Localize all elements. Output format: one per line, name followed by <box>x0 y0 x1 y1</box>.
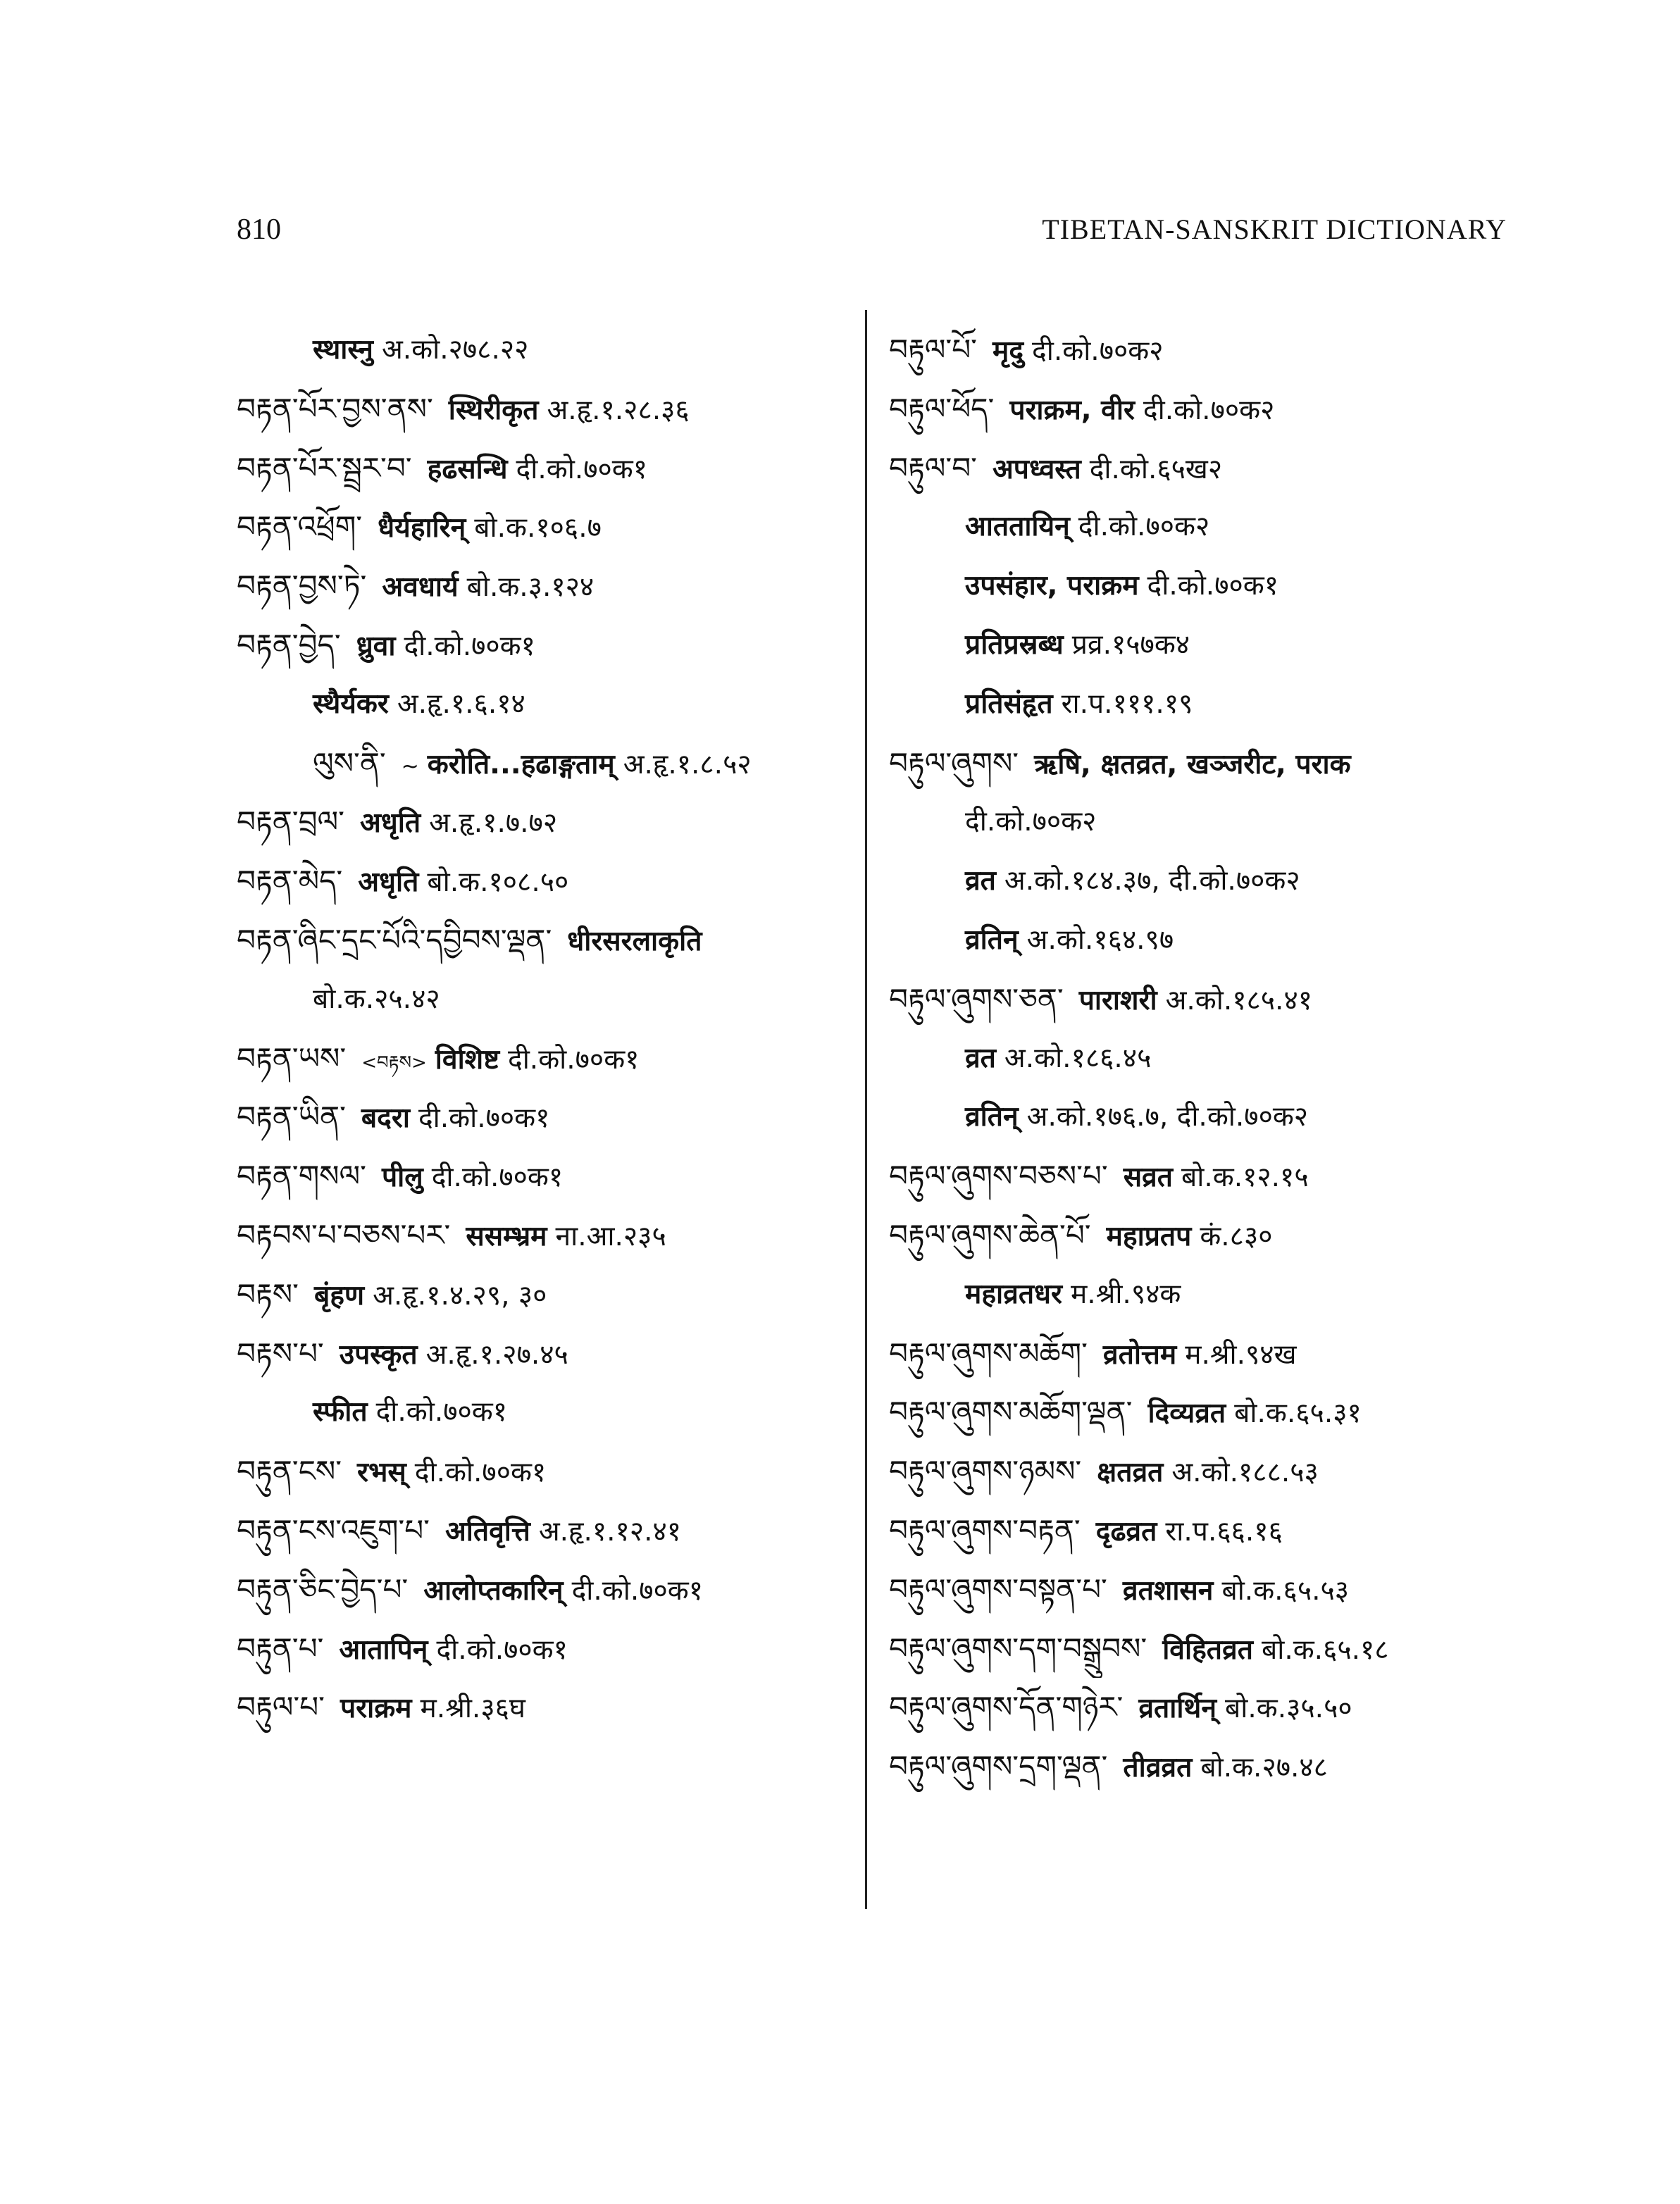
sanskrit-equivalent: व्रत <box>965 865 996 897</box>
sanskrit-equivalent: प्रतिप्रस्रब्ध <box>965 628 1064 661</box>
dictionary-entry <box>889 852 1509 911</box>
dictionary-entry <box>237 675 857 734</box>
tibetan-headword: བརྟན་གསལ་ <box>237 1159 367 1194</box>
source-reference: बो.क.१०८.५० <box>427 866 569 899</box>
source-reference: अ.हृ.१.८.५२ <box>623 748 752 780</box>
dictionary-entry <box>889 792 1509 852</box>
dictionary-entry <box>237 1501 857 1560</box>
sanskrit-equivalent: महाप्रतप <box>1106 1220 1192 1252</box>
sanskrit-equivalent: उपसंहार, पराक्रम <box>965 570 1139 602</box>
dictionary-entry <box>889 911 1509 970</box>
source-reference: रा.प.६६.१६ <box>1165 1515 1283 1548</box>
dictionary-entry <box>889 1324 1509 1383</box>
dictionary-entry <box>889 1442 1509 1501</box>
sanskrit-equivalent: स्थिरीकृत <box>448 394 539 426</box>
source-reference: बो.क.३५.५० <box>1225 1693 1352 1725</box>
dictionary-entry <box>889 1088 1509 1147</box>
sanskrit-equivalent: ऋषि, क्षतव्रत, खञ्जरीट, पराक <box>1034 748 1351 780</box>
dictionary-entry <box>237 439 857 498</box>
tibetan-headword: བརྟན་ཡིན་ <box>237 1100 346 1135</box>
dictionary-entry <box>889 616 1509 675</box>
tibetan-headword: བརྟན་པོར་སྦྲར་བ་ <box>237 450 412 485</box>
source-reference: अ.हृ.१.१२.४१ <box>538 1515 682 1548</box>
source-reference: अ.हृ.१.४.२९, ३० <box>373 1279 547 1312</box>
source-reference: अ.हृ.१.२७.४५ <box>425 1338 568 1371</box>
tibetan-headword: བརྟན་འཕྲོག་ <box>237 509 363 544</box>
dictionary-entry <box>889 1029 1509 1088</box>
dictionary-entry <box>889 1619 1509 1679</box>
tibetan-headword: བརྟན་ཡས་ <box>237 1040 347 1076</box>
dictionary-entry <box>237 1678 857 1737</box>
tibetan-headword: བརྟུལ་ཞུགས་དག་བསྒྲུབས་ <box>889 1631 1147 1666</box>
sanskrit-equivalent: व्रत <box>965 1042 996 1074</box>
sanskrit-equivalent: तीव्रव्रत <box>1123 1752 1193 1784</box>
sanskrit-equivalent: आततायिन् <box>965 511 1070 543</box>
source-reference: अ.हृ.१.२८.३६ <box>547 394 690 426</box>
dictionary-entry <box>237 1560 857 1619</box>
source-reference: म.श्री.३६घ <box>420 1693 525 1725</box>
source-reference: अ.को.१८४.३७, दी.को.७०क२ <box>1004 865 1300 897</box>
source-reference: अ.हृ.१.७.७२ <box>429 807 558 840</box>
sanskrit-equivalent: अधृति <box>358 866 419 899</box>
source-reference: बो.क.६५.५३ <box>1221 1574 1350 1607</box>
tibetan-headword: བརྟས་ <box>237 1276 299 1312</box>
variant-note: <བརྟས> <box>361 1052 427 1073</box>
sanskrit-equivalent: आतापिन् <box>339 1633 428 1666</box>
dictionary-entry <box>237 320 857 380</box>
source-reference: अ.को.१८५.४१ <box>1165 984 1313 1016</box>
tibetan-headword: བརྟུལ་ཕོད་ <box>889 391 995 426</box>
dictionary-entry <box>889 439 1509 498</box>
sanskrit-equivalent: रभस् <box>357 1457 406 1489</box>
source-reference: अ.को.१८८.५३ <box>1171 1457 1319 1489</box>
sanskrit-equivalent: पराक्रम <box>340 1693 412 1725</box>
source-reference: म.श्री.९४क <box>1070 1278 1181 1310</box>
dictionary-entry <box>237 1442 857 1501</box>
dictionary-entry <box>237 380 857 439</box>
dictionary-entry <box>237 1324 857 1383</box>
dictionary-entry <box>889 1206 1509 1265</box>
dictionary-entry <box>889 675 1509 734</box>
source-reference: दी.को.६५ख२ <box>1089 453 1223 485</box>
source-reference: दी.को.७०क१ <box>404 630 535 662</box>
sanskrit-equivalent: महाव्रतधर <box>965 1278 1062 1310</box>
dictionary-entry <box>237 1265 857 1324</box>
tibetan-headword: བརྟུལ་ཞུགས་ཅན་ <box>889 981 1064 1016</box>
dictionary-entry <box>889 1383 1509 1442</box>
sanskrit-equivalent: क्षतव्रत <box>1097 1457 1164 1489</box>
tibetan-headword: བརྟན་བྱས་ཏེ་ <box>237 568 367 604</box>
dictionary-entry <box>889 1678 1509 1737</box>
source-reference: बो.क.२५.४२ <box>313 983 440 1015</box>
sanskrit-equivalent: व्रतिन् <box>965 1101 1019 1133</box>
tibetan-headword: བརྟུལ་ཞུགས་མཆོག་ལྡན་ <box>889 1395 1133 1430</box>
dictionary-entry <box>889 970 1509 1029</box>
source-reference: अ.को.१७६.७, दी.को.७०क२ <box>1026 1101 1309 1133</box>
source-reference: प्रव्र.१५७क४ <box>1071 628 1190 661</box>
sanskrit-equivalent: व्रतार्थिन् <box>1138 1693 1217 1725</box>
tibetan-headword: བརྟུལ་ཞུགས་ཉམས་ <box>889 1454 1082 1489</box>
dictionary-entry <box>889 556 1509 616</box>
sanskrit-equivalent: ध्रुवा <box>356 630 396 662</box>
source-reference: अ.को.१८६.४५ <box>1004 1042 1152 1074</box>
source-reference: दी.को.७०क१ <box>507 1043 640 1076</box>
tibetan-headword: བརྟུལ་ཞུགས་ཆེན་པོ་ <box>889 1217 1091 1252</box>
sanskrit-equivalent: व्रतोत्तम <box>1102 1338 1177 1371</box>
tibetan-headword: བརྟུན་ཅིང་བྱེད་པ་ <box>237 1571 409 1607</box>
dictionary-entry <box>237 734 857 793</box>
source-reference: बो.क.१२.१५ <box>1181 1162 1309 1194</box>
sanskrit-equivalent: बदरा <box>361 1102 410 1135</box>
dictionary-entry <box>237 616 857 675</box>
source-reference: दी.को.७०क१ <box>418 1102 550 1135</box>
source-reference: दी.को.७०क१ <box>1147 570 1278 602</box>
page-header <box>0 213 1680 255</box>
sanskrit-equivalent: व्रतशासन <box>1122 1574 1214 1607</box>
sanskrit-equivalent: करोति...हढाङ्गताम् <box>427 748 615 780</box>
sanskrit-equivalent: स्थास्नु <box>313 334 373 366</box>
sanskrit-equivalent: ससम्भ्रम <box>466 1220 547 1252</box>
tibetan-headword: བརྟན་བྲལ་ <box>237 804 345 840</box>
dictionary-entry <box>237 1088 857 1147</box>
dictionary-entry <box>889 1501 1509 1560</box>
sanskrit-equivalent: उपस्कृत <box>339 1338 418 1371</box>
tibetan-headword: བརྟུན་ངས་འཇུག་པ་ <box>237 1512 430 1548</box>
tibetan-headword: བརྟུལ་ཞུགས་དྲག་ལྡན་ <box>889 1749 1108 1784</box>
sanskrit-equivalent: अधृति <box>360 807 421 840</box>
source-reference: दी.को.७०क२ <box>1078 511 1210 543</box>
tibetan-headword: བརྟུལ་པ་ <box>237 1690 325 1725</box>
source-reference: दी.को.७०क२ <box>1143 394 1275 426</box>
dictionary-entry <box>889 1265 1509 1324</box>
dictionary-entry <box>237 911 857 970</box>
sanskrit-equivalent: बृंहण <box>313 1279 365 1312</box>
sanskrit-equivalent: दिव्यव्रत <box>1147 1397 1226 1430</box>
tibetan-headword: བརྟས་པ་ <box>237 1336 324 1371</box>
tibetan-headword: བརྟུན་ངས་ <box>237 1454 342 1489</box>
source-reference: अ.को.१६४.९७ <box>1026 923 1174 956</box>
source-reference: दी.को.७०क१ <box>375 1396 508 1428</box>
tibetan-headword: བརྟུན་པ་ <box>237 1631 324 1666</box>
source-reference: दी.को.७०क१ <box>436 1633 568 1666</box>
sanskrit-equivalent: धीरसरलाकृति <box>567 925 702 957</box>
tibetan-headword: བརྟན་བྱེད་ <box>237 627 341 662</box>
sanskrit-equivalent: अवधार्य <box>382 571 459 604</box>
source-reference: बो.क.६५.१८ <box>1261 1633 1389 1666</box>
sanskrit-equivalent: पाराशरी <box>1078 984 1157 1016</box>
dictionary-entry <box>237 1029 857 1088</box>
source-reference: दी.को.७०क१ <box>571 1574 704 1607</box>
tibetan-headword: བརྟན་ཞིང་དྲང་པོའི་དབྱིབས་ལྡན་ <box>237 922 552 957</box>
sanskrit-equivalent: पीलु <box>382 1162 423 1194</box>
running-title: TIBETAN-SANSKRIT DICTIONARY <box>1042 213 1507 245</box>
sanskrit-equivalent: हढसन्धि <box>427 453 508 485</box>
sanskrit-equivalent: स्थैर्यकर <box>313 687 389 720</box>
dictionary-entry <box>889 380 1509 439</box>
tibetan-headword: བརྟུལ་ཞུགས་ <box>889 745 1019 780</box>
dictionary-entry <box>889 320 1509 380</box>
sanskrit-equivalent: अतिवृत्ति <box>444 1515 530 1548</box>
tibetan-headword: བརྟུལ་ཞུགས་བཅས་པ་ <box>889 1159 1108 1194</box>
tibetan-headword: བརྟུལ་པོ་ <box>889 332 977 367</box>
sanskrit-equivalent: दृढव्रत <box>1095 1515 1157 1548</box>
right-column <box>889 320 1509 1796</box>
sanskrit-equivalent: मृदु <box>993 335 1024 367</box>
dictionary-entry <box>889 497 1509 556</box>
tibetan-prefix: ལུས་ནི་ <box>313 745 386 780</box>
source-reference: कं.८३० <box>1200 1220 1273 1252</box>
tibetan-headword: བརྟུལ་ཞུགས་བསྟན་པ་ <box>889 1571 1107 1607</box>
source-reference: दी.को.७०क१ <box>414 1457 547 1489</box>
sanskrit-equivalent: प्रतिसंहृत <box>965 687 1053 720</box>
source-reference: ना.आ.२३५ <box>555 1220 666 1252</box>
tibetan-headword: བརྟན་པོར་བྱས་ནས་ <box>237 391 433 426</box>
sanskrit-equivalent: अपध्वस्त <box>993 453 1081 485</box>
tibetan-headword: བརྟུལ་ཞུགས་མཆོག་ <box>889 1336 1088 1371</box>
column-divider <box>865 310 867 1909</box>
tibetan-headword: བརྟན་མེད་ <box>237 864 343 899</box>
source-reference: बो.क.३.१२४ <box>466 571 595 604</box>
source-reference: बो.क.६५.३१ <box>1234 1397 1362 1430</box>
tibetan-headword: བརྟུལ་བ་ <box>889 450 977 485</box>
dictionary-entry <box>237 1619 857 1679</box>
dictionary-entry <box>237 852 857 911</box>
sanskrit-equivalent: सव्रत <box>1123 1162 1173 1194</box>
sanskrit-equivalent: स्फीत <box>313 1396 368 1428</box>
source-reference: अ.को.२७८.२२ <box>381 334 529 366</box>
dictionary-entry <box>237 556 857 616</box>
dictionary-entry <box>889 734 1509 793</box>
source-reference: बो.क.१०६.७ <box>474 512 602 544</box>
page-number: 810 <box>237 213 281 246</box>
sanskrit-equivalent: आलोप्तकारिन् <box>423 1574 564 1607</box>
tibetan-headword: བརྟུལ་ཞུགས་དོན་གཉེར་ <box>889 1690 1124 1725</box>
source-reference: अ.हृ.१.६.१४ <box>397 687 525 720</box>
sanskrit-equivalent: व्रतिन् <box>965 923 1019 956</box>
source-reference: दी.को.७०क१ <box>431 1162 564 1194</box>
source-reference: दी.को.७०क२ <box>1032 335 1164 367</box>
dictionary-entry <box>237 497 857 556</box>
tibetan-headword: བརྟབས་པ་བཅས་པར་ <box>237 1217 451 1252</box>
sanskrit-equivalent: पराक्रम, वीर <box>1009 394 1135 426</box>
tibetan-headword: བརྟུལ་ཞུགས་བརྟན་ <box>889 1512 1081 1548</box>
left-column <box>237 320 857 1737</box>
sanskrit-equivalent: विशिष्ट <box>435 1043 499 1076</box>
source-reference: दी.को.७०क२ <box>965 806 1097 838</box>
dictionary-entry <box>237 792 857 852</box>
source-reference: दी.को.७०क१ <box>516 453 647 485</box>
dictionary-entry <box>237 970 857 1029</box>
dictionary-entry <box>889 1737 1509 1796</box>
dictionary-entry <box>237 1147 857 1206</box>
dictionary-entry <box>889 1147 1509 1206</box>
sanskrit-equivalent: विहितव्रत <box>1162 1633 1253 1666</box>
sanskrit-equivalent: धैर्यहारिन् <box>378 512 466 544</box>
tilde-mark: ~ <box>401 754 419 779</box>
dictionary-entry <box>237 1206 857 1265</box>
source-reference: रा.प.१११.१९ <box>1061 687 1193 720</box>
dictionary-entry <box>889 1560 1509 1619</box>
source-reference: बो.क.२७.४८ <box>1200 1752 1328 1784</box>
source-reference: म.श्री.९४ख <box>1185 1338 1297 1371</box>
dictionary-entry <box>237 1383 857 1442</box>
